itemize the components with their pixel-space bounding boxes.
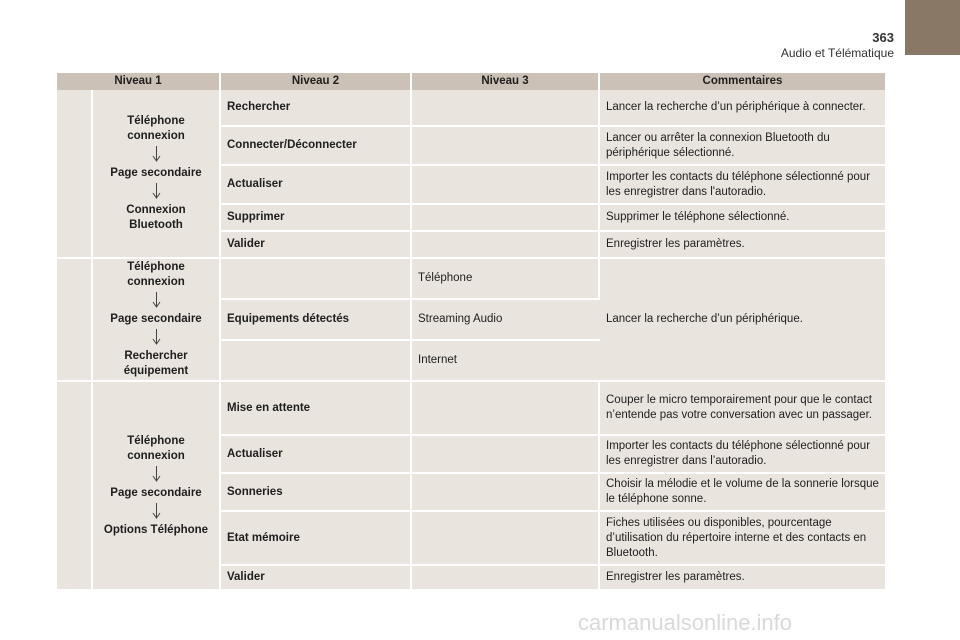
level3-cell (412, 436, 600, 474)
level3-cell: Internet (412, 341, 600, 382)
header-row (57, 73, 885, 90)
level1-label: Rechercher (124, 350, 188, 362)
header-niveau-3: Niveau 3 (412, 73, 600, 90)
comment-cell: Couper le micro temporairement pour que le contact n’entende pas votre conversation avec un passager. (600, 382, 885, 436)
level3-cell (412, 566, 600, 591)
level1-label: Téléphone (127, 434, 185, 447)
level2-cell: Sonneries (221, 474, 412, 512)
level2-cell: Actualiser (221, 166, 412, 205)
level3-cell (412, 474, 600, 512)
level1-spacer (57, 259, 93, 382)
level1-path (93, 90, 221, 259)
arrow-down-icon (152, 183, 161, 201)
level1-spacer (57, 382, 93, 591)
section-title: Audio et Télématique (780, 46, 894, 60)
level3-cell (412, 232, 600, 259)
menu-table (57, 73, 885, 591)
level1-label: connexion (127, 130, 185, 142)
level2-cell: Supprimer (221, 205, 412, 232)
comment-cell: Importer les contacts du téléphone sélectionné pour les enregistrer dans l’autoradio. (600, 436, 885, 474)
level1-label: Page secondaire (110, 486, 202, 499)
comment-cell: Enregistrer les paramètres. (600, 232, 885, 259)
level1-path (93, 259, 221, 382)
level1-label: Page secondaire (110, 313, 202, 325)
table-row (57, 90, 885, 127)
level1-label: Bluetooth (129, 219, 183, 231)
page-number: 363 (872, 30, 894, 45)
level2-cell: Connecter/Déconnecter (221, 127, 412, 166)
level1-label: Options Téléphone (103, 523, 209, 536)
level3-cell: Téléphone (412, 259, 600, 300)
level1-path (93, 382, 221, 591)
level2-cell: Etat mémoire (221, 512, 412, 566)
level1-label: Connexion (126, 204, 186, 216)
level2-cell: Mise en attente (221, 382, 412, 436)
comment-cell: Fiches utilisées ou disponibles, pourcentage d’utilisation du répertoire interne et des contacts en Bluetooth. (600, 512, 885, 566)
level1-label: Page secondaire (110, 167, 202, 179)
level1-label: équipement (123, 365, 189, 377)
arrow-down-icon (152, 146, 161, 164)
level3-cell (412, 382, 600, 436)
level3-cell (412, 166, 600, 205)
level1-spacer (57, 90, 93, 259)
level1-label: Téléphone (127, 261, 185, 273)
level2-cell: Rechercher (221, 90, 412, 127)
arrow-down-icon (152, 329, 161, 347)
level2-cell: Actualiser (221, 436, 412, 474)
comment-cell: Supprimer le téléphone sélectionné. (600, 205, 885, 232)
level1-label: Téléphone (127, 115, 185, 127)
header-niveau-1: Niveau 1 (57, 73, 221, 90)
level1-label: connexion (127, 276, 185, 288)
arrow-down-icon (152, 292, 161, 310)
level2-cell: Valider (221, 232, 412, 259)
level2-cell: Valider (221, 566, 412, 591)
level3-cell (412, 512, 600, 566)
comment-cell: Importer les contacts du téléphone sélectionné pour les enregistrer dans l'autoradio. (600, 166, 885, 205)
header-niveau-2: Niveau 2 (221, 73, 412, 90)
comment-cell: Lancer la recherche d’un périphérique à connecter. (600, 90, 885, 127)
comment-cell: Enregistrer les paramètres. (600, 566, 885, 591)
table-row (57, 259, 885, 300)
level3-cell (412, 127, 600, 166)
level3-cell (412, 90, 600, 127)
level3-cell: Streaming Audio (412, 300, 600, 341)
level2-empty-cell (221, 341, 412, 382)
level3-cell (412, 205, 600, 232)
level2-cell: Equipements détectés (221, 300, 412, 341)
arrow-down-icon (152, 466, 161, 484)
watermark-text: carmanualsonline.info (578, 610, 793, 635)
comment-cell: Lancer la recherche d’un périphérique. (600, 259, 885, 382)
level2-empty-cell (221, 259, 412, 300)
header-commentaires: Commentaires (600, 73, 885, 90)
comment-cell: Lancer ou arrêter la connexion Bluetooth du périphérique sélectionné. (600, 127, 885, 166)
arrow-down-icon (152, 503, 161, 521)
level1-label: connexion (127, 449, 185, 462)
table-row (57, 382, 885, 436)
page-tab-marker (905, 0, 960, 55)
comment-cell: Choisir la mélodie et le volume de la sonnerie lorsque le téléphone sonne. (600, 474, 885, 512)
